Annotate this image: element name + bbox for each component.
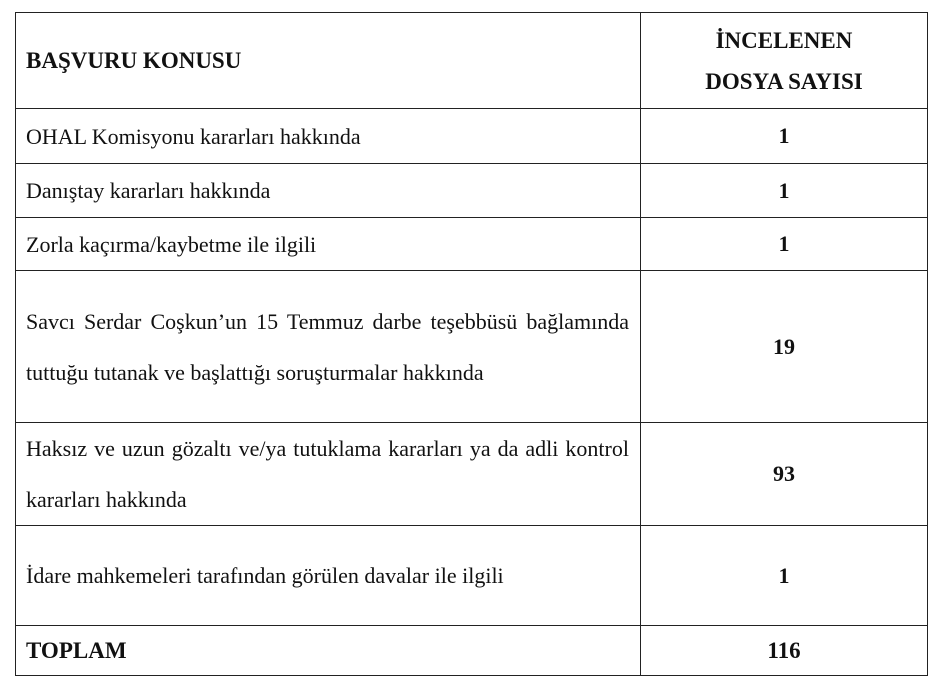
case-count-table [15, 12, 928, 676]
total-value: 116 [641, 626, 928, 676]
table-row [16, 526, 928, 626]
table-row [16, 271, 928, 423]
table-row [16, 423, 928, 526]
count-column-header [641, 13, 928, 109]
count-cell: 93 [641, 423, 928, 526]
table-total-row [16, 626, 928, 676]
table-row [16, 164, 928, 218]
table-row [16, 218, 928, 271]
subject-cell: Savcı Serdar Coşkun’un 15 Temmuz darbe teşebbüsü bağlamında tuttuğu tutanak ve başlattığı soruşturmalar hakkında [16, 271, 641, 423]
subject-cell: İdare mahkemeleri tarafından görülen davalar ile ilgili [16, 526, 641, 626]
count-header-line2: DOSYA SAYISI [705, 68, 863, 94]
count-header-line1: İNCELENEN [715, 27, 853, 53]
count-cell: 1 [641, 164, 928, 218]
subject-column-header: BAŞVURU KONUSU [16, 13, 641, 109]
table-row [16, 109, 928, 164]
count-cell: 1 [641, 526, 928, 626]
subject-cell: Zorla kaçırma/kaybetme ile ilgili [16, 218, 641, 271]
total-label: TOPLAM [16, 626, 641, 676]
subject-cell: Danıştay kararları hakkında [16, 164, 641, 218]
subject-cell: OHAL Komisyonu kararları hakkında [16, 109, 641, 164]
table-header-row [16, 13, 928, 109]
subject-cell: Haksız ve uzun gözaltı ve/ya tutuklama kararları ya da adli kontrol kararları hakkında [16, 423, 641, 526]
count-cell: 19 [641, 271, 928, 423]
count-cell: 1 [641, 218, 928, 271]
count-cell: 1 [641, 109, 928, 164]
